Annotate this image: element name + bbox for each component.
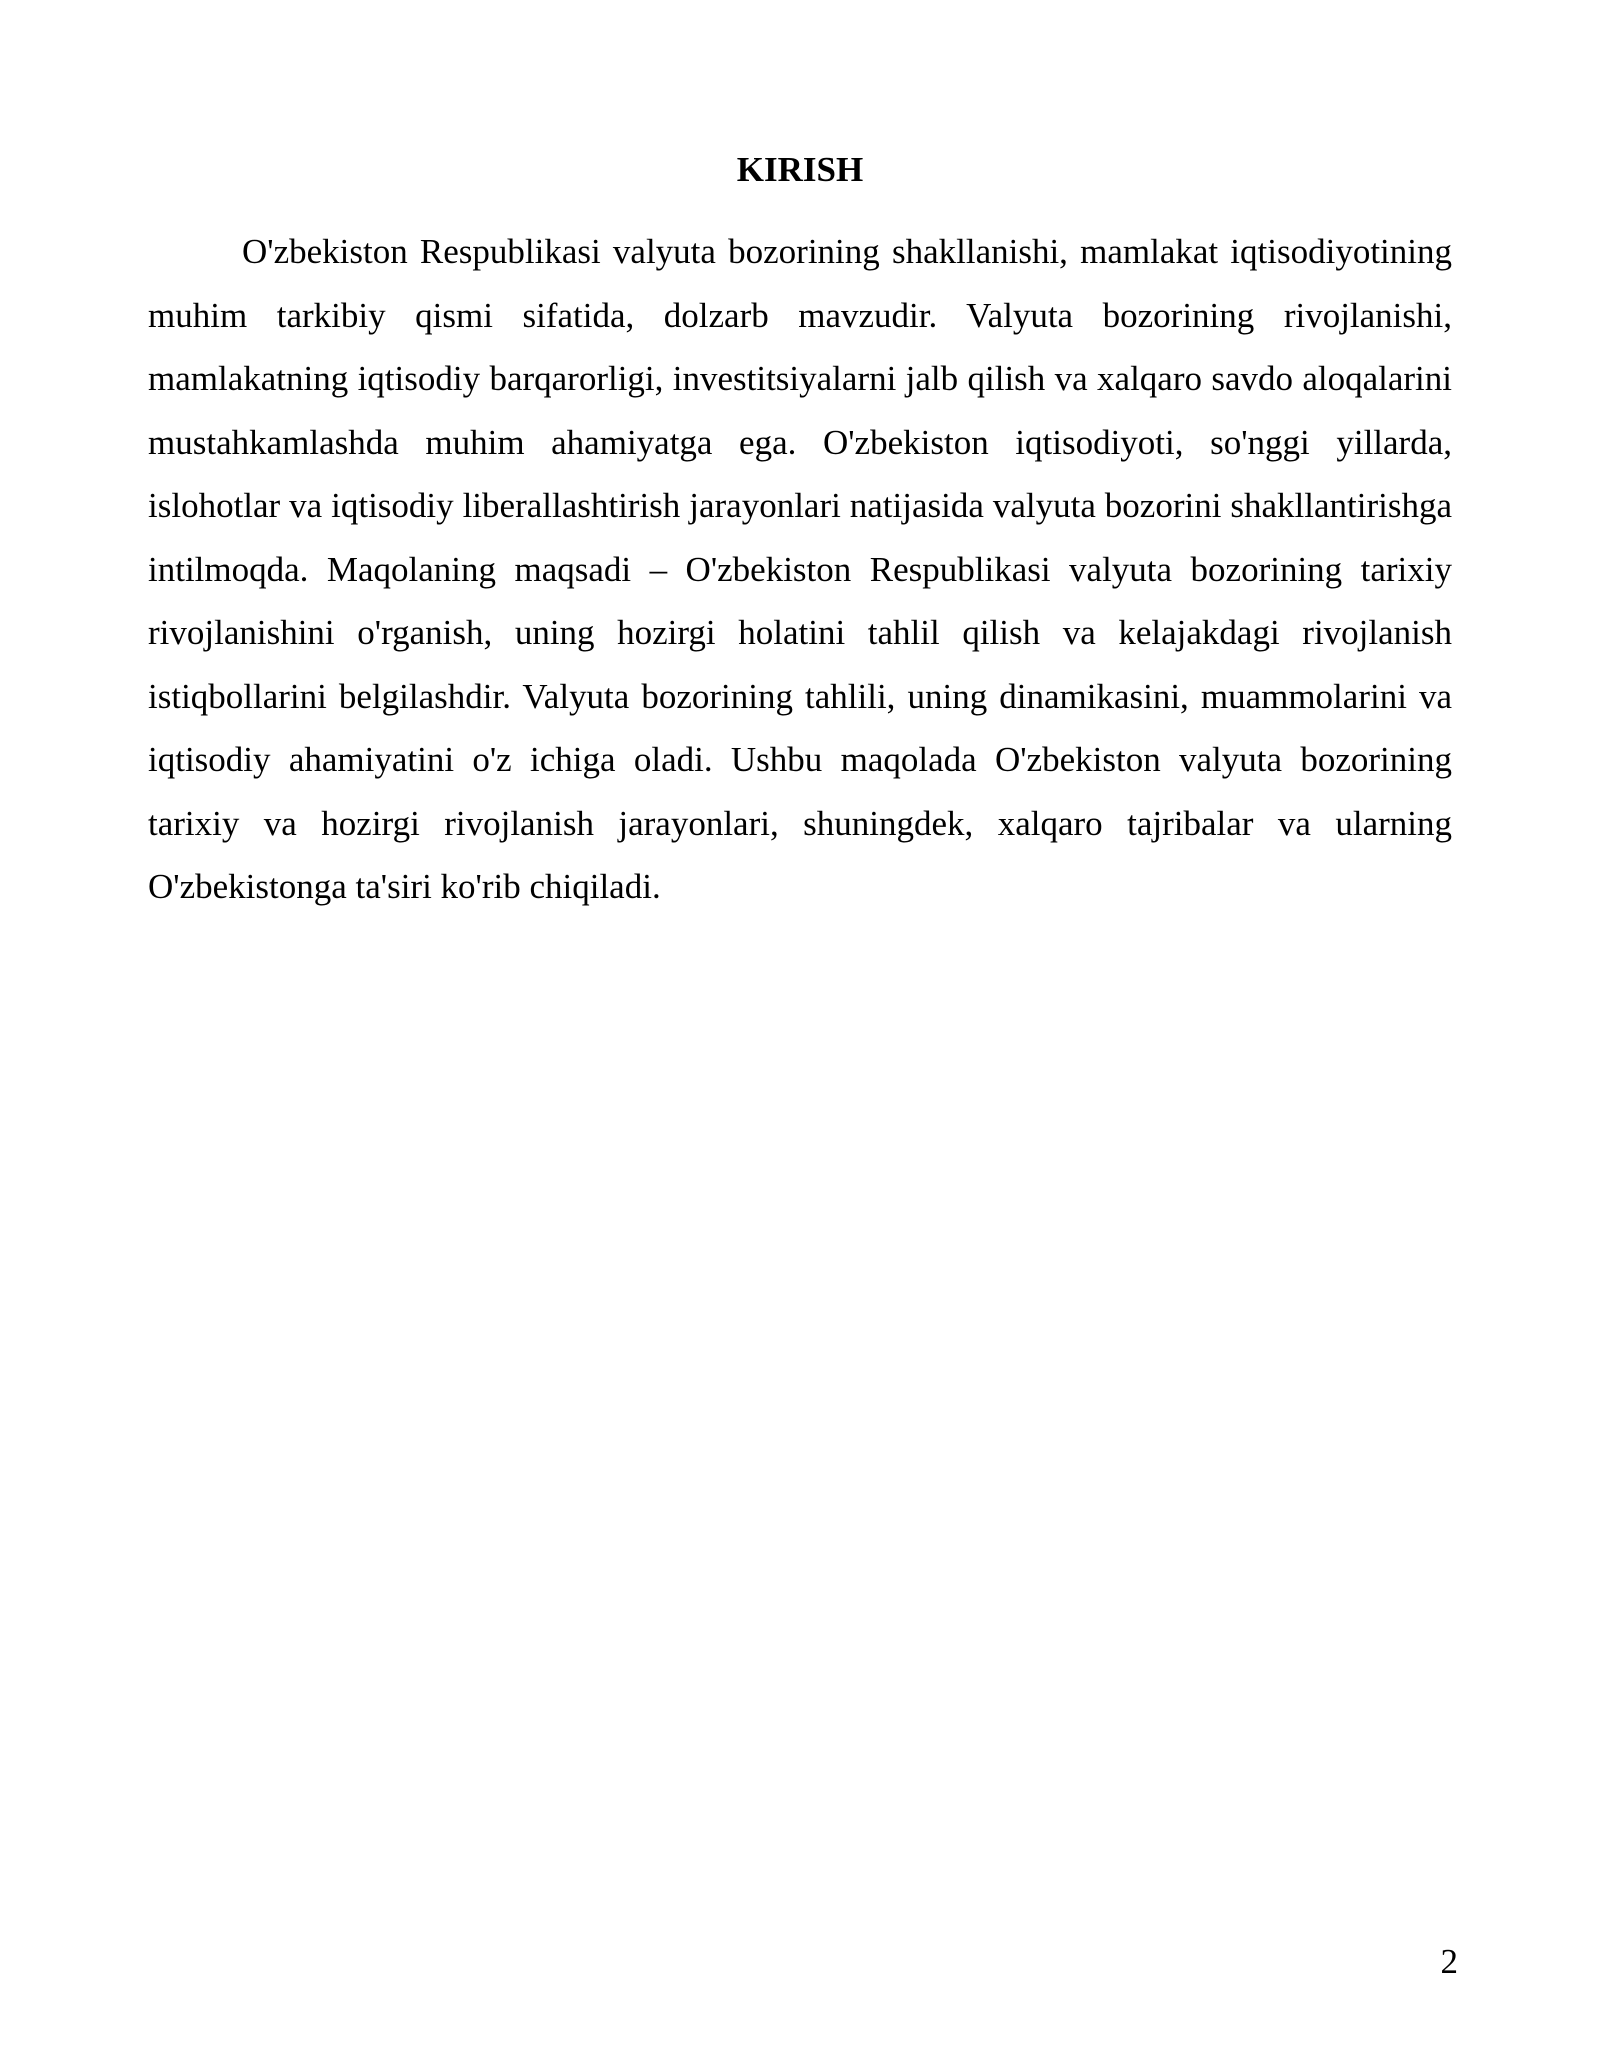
page-number: 2: [1440, 1942, 1458, 1981]
intro-paragraph: O'zbekiston Respublikasi valyuta bozorining shakllanishi, mamlakat iqtisodiyotining muhim tarkibiy qismi sifatida, dolzarb mavzudir. Valyuta bozorining rivojlanishi, mamlakatning iqtisodiy barqarorligi, investitsiyalarni jalb qilish va xalqaro savdo aloqalarini mustahkamlashda muhim ahamiyatga ega. O'zbekiston iqtisodiyoti, so'nggi yillarda, islohotlar va iqtisodiy liberallashtirish jarayonlari natijasida valyuta bozorini shakllantirishga intilmoqda. Maqolaning maqsadi – O'zbekiston Respublikasi valyuta bozorining tarixiy rivojlanishini o'rganish, uning hozirgi holatini tahlil qilish va kelajakdagi rivojlanish istiqbollarini belgilashdir. Valyuta bozorining tahlili, uning dinamikasini, muammolarini va iqtisodiy ahamiyatini o'z ichiga oladi. Ushbu maqolada O'zbekiston valyuta bozorining tarixiy va hozirgi rivojlanish jarayonlari, shuningdek, xalqaro tajribalar va ularning O'zbekistonga ta'siri ko'rib chiqiladi.: [148, 232, 1452, 906]
section-heading: KIRISH: [736, 150, 864, 189]
